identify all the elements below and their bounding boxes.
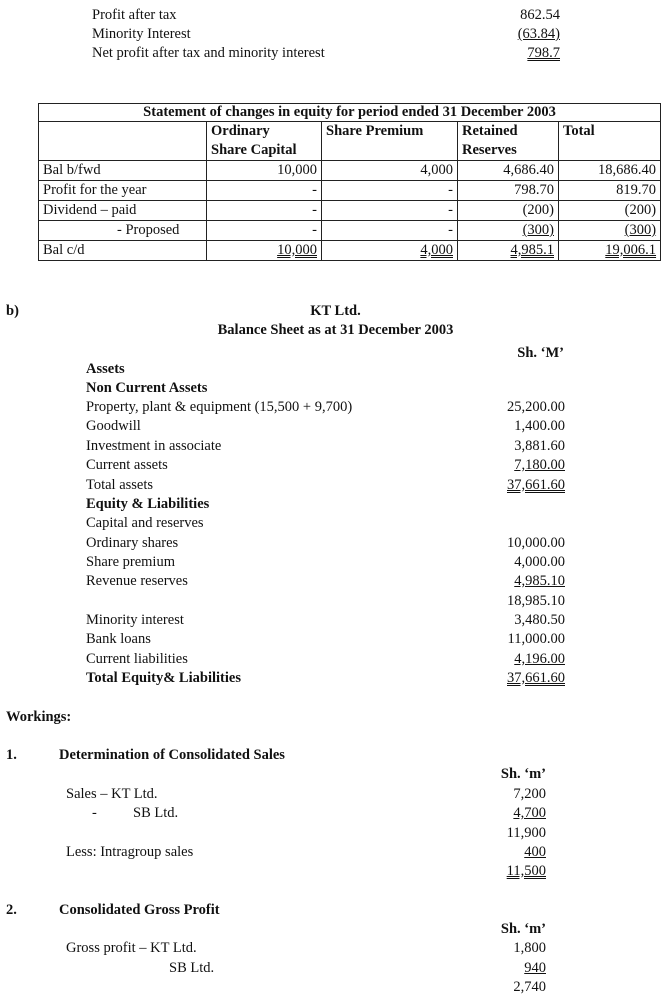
bs-capital-heading: Capital and reserves bbox=[86, 515, 204, 531]
cell-total: (300) bbox=[559, 221, 661, 241]
bs-line-value: 3,480.50 bbox=[514, 612, 565, 628]
cell-total: 18,686.40 bbox=[559, 161, 661, 181]
table-row bbox=[39, 181, 661, 201]
equity-statement-title: Statement of changes in equity for period ended 31 December 2003 bbox=[39, 104, 661, 122]
header-retained bbox=[458, 122, 559, 161]
company-name: KT Ltd. bbox=[310, 303, 361, 319]
cell-ordinary: 10,000 bbox=[207, 241, 322, 261]
row-label: Bal c/d bbox=[39, 241, 207, 261]
bs-line-label: Ordinary shares bbox=[86, 535, 179, 551]
cell-retained: 4,686.40 bbox=[458, 161, 559, 181]
header-ordinary bbox=[207, 122, 322, 161]
bs-line-label: Current assets bbox=[86, 457, 168, 473]
cell-ordinary: 10,000 bbox=[207, 161, 322, 181]
header-ordinary-line1: Ordinary bbox=[211, 123, 270, 139]
w1-line-label: Less: Intragroup sales bbox=[66, 844, 194, 860]
row-label: - Proposed bbox=[39, 221, 207, 241]
w2-title: Consolidated Gross Profit bbox=[59, 902, 220, 918]
row-label: Profit for the year bbox=[39, 181, 207, 201]
bs-line-value: 10,000.00 bbox=[507, 535, 565, 551]
cell-premium: - bbox=[322, 201, 458, 221]
cell-premium: - bbox=[322, 181, 458, 201]
w1-subtotal: 11,900 bbox=[506, 825, 546, 841]
header-total: Total bbox=[559, 122, 661, 161]
w2-subtotal: 2,740 bbox=[513, 979, 546, 995]
table-row bbox=[39, 201, 661, 221]
bs-line-label: Revenue reserves bbox=[86, 573, 188, 589]
w2-line-value: 1,800 bbox=[513, 940, 546, 956]
w2-line-label: Gross profit – KT Ltd. bbox=[66, 940, 197, 956]
w1-line-value: 400 bbox=[524, 844, 546, 860]
header-retained-line2: Reserves bbox=[462, 142, 517, 158]
cell-premium: 4,000 bbox=[322, 241, 458, 261]
cell-premium: - bbox=[322, 221, 458, 241]
bs-line-value: 4,000.00 bbox=[514, 554, 565, 570]
bs-line-label: Bank loans bbox=[86, 631, 151, 647]
cell-total: (200) bbox=[559, 201, 661, 221]
bs-line-label: Goodwill bbox=[86, 418, 141, 434]
w1-line-value: 4,700 bbox=[513, 805, 546, 821]
bs-line-value: 1,400.00 bbox=[514, 418, 565, 434]
bs-noncurrent-heading: Non Current Assets bbox=[86, 380, 208, 396]
bs-total-label: Total Equity& Liabilities bbox=[86, 670, 241, 686]
cell-retained: 798.70 bbox=[458, 181, 559, 201]
w1-line-value: 7,200 bbox=[513, 786, 546, 802]
table-row bbox=[39, 221, 661, 241]
equity-statement-table bbox=[38, 103, 661, 261]
w2-number: 2. bbox=[6, 902, 17, 918]
profit-after-tax-label: Profit after tax bbox=[92, 7, 177, 23]
cell-ordinary: - bbox=[207, 181, 322, 201]
bs-currency-header: Sh. ‘M’ bbox=[517, 345, 564, 361]
cell-retained: (300) bbox=[458, 221, 559, 241]
profit-after-tax-value: 862.54 bbox=[520, 7, 560, 23]
w2-line-value: 940 bbox=[524, 960, 546, 976]
bs-subtotal-value: 18,985.10 bbox=[507, 593, 565, 609]
bs-line-value: 4,196.00 bbox=[514, 651, 565, 667]
net-profit-label: Net profit after tax and minority interest bbox=[92, 45, 325, 61]
bs-line-value: 25,200.00 bbox=[507, 399, 565, 415]
bs-line-label: Investment in associate bbox=[86, 438, 222, 454]
cell-ordinary: - bbox=[207, 201, 322, 221]
w2-line-label: SB Ltd. bbox=[169, 960, 215, 976]
row-label: Dividend – paid bbox=[39, 201, 207, 221]
bs-line-value: 7,180.00 bbox=[514, 457, 565, 473]
cell-retained: 4,985.1 bbox=[458, 241, 559, 261]
cell-total: 19,006.1 bbox=[559, 241, 661, 261]
cell-premium: 4,000 bbox=[322, 161, 458, 181]
w1-total: 11,500 bbox=[506, 863, 546, 879]
balance-sheet-title: Balance Sheet as at 31 December 2003 bbox=[217, 322, 454, 338]
minority-interest-value: (63.84) bbox=[517, 26, 560, 42]
table-header-row bbox=[39, 122, 661, 161]
bs-line-label: Total assets bbox=[86, 477, 154, 493]
table-row bbox=[39, 241, 661, 261]
table-row bbox=[39, 161, 661, 181]
cell-retained: (200) bbox=[458, 201, 559, 221]
w1-line-label: SB Ltd. bbox=[133, 805, 179, 821]
part-label: b) bbox=[6, 303, 19, 319]
bs-line-value: 37,661.60 bbox=[507, 477, 565, 493]
w1-dash: - bbox=[92, 805, 97, 821]
bs-line-value: 11,000.00 bbox=[507, 631, 565, 647]
table-title-row bbox=[39, 104, 661, 122]
w1-currency-header: Sh. ‘m’ bbox=[500, 766, 546, 782]
header-premium: Share Premium bbox=[322, 122, 458, 161]
header-ordinary-line2: Share Capital bbox=[211, 142, 297, 158]
bs-line-label: Current liabilities bbox=[86, 651, 188, 667]
cell-total: 819.70 bbox=[559, 181, 661, 201]
w2-currency-header: Sh. ‘m’ bbox=[500, 921, 546, 937]
workings-heading: Workings: bbox=[6, 709, 72, 725]
w1-number: 1. bbox=[6, 747, 17, 763]
row-label: Bal b/fwd bbox=[39, 161, 207, 181]
header-retained-line1: Retained bbox=[462, 123, 518, 139]
bs-line-value: 3,881.60 bbox=[514, 438, 565, 454]
bs-assets-heading: Assets bbox=[86, 361, 125, 377]
bs-total-value: 37,661.60 bbox=[507, 670, 565, 686]
bs-line-label: Minority interest bbox=[86, 612, 184, 628]
bs-equity-heading: Equity & Liabilities bbox=[86, 496, 210, 512]
net-profit-value: 798.7 bbox=[527, 45, 560, 61]
w1-title: Determination of Consolidated Sales bbox=[59, 747, 285, 763]
bs-line-value: 4,985.10 bbox=[514, 573, 565, 589]
header-empty bbox=[39, 122, 207, 161]
cell-ordinary: - bbox=[207, 221, 322, 241]
w1-line-label: Sales – KT Ltd. bbox=[66, 786, 158, 802]
minority-interest-label: Minority Interest bbox=[92, 26, 191, 42]
bs-line-label: Share premium bbox=[86, 554, 175, 570]
bs-line-label: Property, plant & equipment (15,500 + 9,700) bbox=[86, 399, 353, 415]
